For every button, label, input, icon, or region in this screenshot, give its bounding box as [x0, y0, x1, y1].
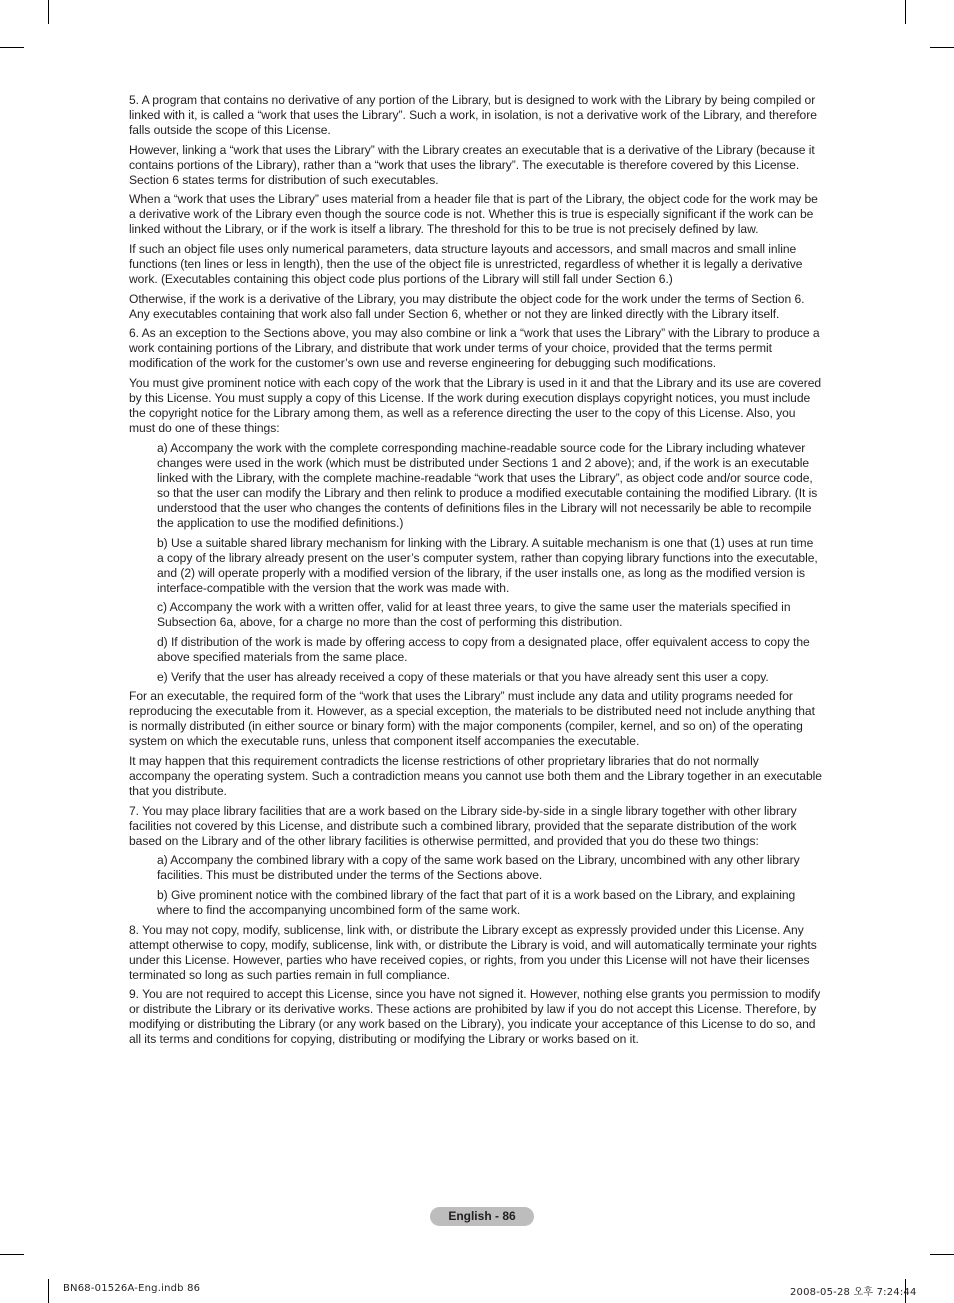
crop-mark [930, 47, 954, 48]
license-subclause: c) Accompany the work with a written offer, valid for at least three years, to give the same user the materials specified in Subsection 6a, above, for a charge no more than the cost of performing this distribution. [157, 600, 791, 630]
license-paragraph: For an executable, the required form of the “work that uses the Library” must include any data and utility programs needed for reproducing the executable from it. However, as a special exception, the materials to be distributed need not include anything that is normally distributed (in either source or binary form) with the major components (compiler, kernel, and so on) of the operating system on which the executable runs, unless that component itself accompanies the executable. [129, 689, 815, 749]
license-paragraph: It may happen that this requirement contradicts the license restrictions of other proprietary libraries that do not normally accompany the operating system. Such a contradiction means you cannot use both them and the Library together in an executable that you distribute. [129, 753, 822, 798]
license-subclause: a) Accompany the work with the complete corresponding machine-readable source code for the Library including whatever changes were used in the work (which must be distributed under Sections 1 and 2 above); and, if the work is an executable linked with the Library, with the complete machine-readable “work that uses the Library”, as object code and/or source code, so that the user can modify the Library and then relink to produce a modified executable containing the modified Library. (It is understood that the user who changes the contents of definitions files in the Library will not necessarily be able to recompile the application to use the modified definitions.) [157, 440, 818, 530]
license-paragraph: If such an object file uses only numerical parameters, data structure layouts and accessors, and small macros and small inline functions (ten lines or less in length), then the use of the object file is unrestricted, regardless of whether it is legally a derivative work. (Executables containing this object code plus portions of the Library will still fall under Section 6.) [129, 242, 803, 287]
crop-mark [905, 0, 906, 24]
crop-mark [0, 47, 24, 48]
license-paragraph: However, linking a “work that uses the Library” with the Library creates an executable that is a derivative of the Library (because it contains portions of the Library), rather than a “work that uses the library”. The executable is therefore covered by this License. Section 6 states terms for distribution of such executables. [129, 142, 815, 187]
license-subclause: b) Give prominent notice with the combined library of the fact that part of it is a work based on the Library, and explaining where to find the accompanying uncombined form of the same work. [157, 888, 796, 917]
crop-mark [930, 1254, 954, 1255]
license-subclause: a) Accompany the combined library with a copy of the same work based on the Library, uncombined with any other library facilities. This must be distributed under the terms of the Sections above. [157, 853, 800, 883]
license-paragraph: You must give prominent notice with each copy of the work that the Library is used in it and that the Library and its use are covered by this License. You must supply a copy of this License. If the work during execution displays copyright notices, you must include the copyright notice for the Library among them, as well as a reference directing the user to the copy of this License. Also, you must do one of these things: [129, 376, 822, 436]
license-subclause: b) Use a suitable shared library mechanism for linking with the Library. A suitable mechanism is one that (1) uses at run time a copy of the library already present on the user’s computer system, rather than copying library functions into the executable, and (2) will operate properly with a modified version of the library, if the user installs one, as long as the modified version is interface-compatible with the version that the work was made with. [157, 535, 818, 595]
license-paragraph: 6. As an exception to the Sections above, you may also combine or link a “work that uses the Library” with the Library to produce a work containing portions of the Library, and distribute that work under terms of your choice, provided that the terms permit modification of the work for the customer’s own use and reverse engineering for debugging such modifications. [129, 326, 820, 371]
license-paragraph: 9. You are not required to accept this License, since you have not signed it. However, nothing else grants you permission to modify or distribute the Library or its derivative works. These actions are prohibited by law if you do not accept this License. Therefore, by modifying or distributing the Library (or any work based on the Library), you indicate your acceptance of this License to do so, and all its terms and conditions for copying, distributing or modifying the Library or works based on it. [129, 987, 821, 1047]
print-file-name: BN68-01526A-Eng.indb 86 [63, 1283, 201, 1294]
license-paragraph: 7. You may place library facilities that are a work based on the Library side-by-side in a single library together with other library facilities not covered by this License, and distribute such a combined library, provided that the separate distribution of the work based on the Library and of the other library facilities is otherwise permitted, and provided that you do these two things: [129, 803, 797, 848]
license-paragraph: 8. You may not copy, modify, sublicense, link with, or distribute the Library except as expressly provided under this License. Any attempt otherwise to copy, modify, sublicense, link with, or distribute the Library is void, and will automatically terminate your rights under this License. However, parties who have received copies, or rights, from you under this License will not have their licenses terminated so long as such parties remain in full compliance. [129, 922, 817, 982]
license-subclause: e) Verify that the user has already received a copy of these materials or that you have already sent this user a copy. [157, 669, 769, 684]
license-subclause: d) If distribution of the work is made by offering access to copy from a designated place, offer equivalent access to copy the above specified materials from the same place. [157, 634, 810, 664]
license-text-body [129, 93, 823, 1052]
print-timestamp: 2008-05-28 오후 7:24:44 [790, 1287, 917, 1298]
crop-mark [48, 0, 49, 24]
license-paragraph: 5. A program that contains no derivative of any portion of the Library, but is designed to work with the Library by being compiled or linked with it, is called a “work that uses the Library”. Such a work, in isolation, is not a derivative work of the Library, and therefore falls outside the scope of this License. [129, 93, 817, 137]
license-paragraph: When a “work that uses the Library” uses material from a header file that is part of the Library, the object code for the work may be a derivative work of the Library even though the source code is not. Whether this is true is especially significant if the work can be linked without the Library, or if the work is itself a library. The threshold for this to be true is not precisely defined by law. [129, 192, 818, 237]
page-number-badge: English - 86 [430, 1207, 534, 1226]
license-paragraph: Otherwise, if the work is a derivative of the Library, you may distribute the object code for the work under the terms of Section 6. Any executables containing that work also fall under Section 6, whether or not they are linked directly with the Library itself. [129, 291, 805, 321]
crop-mark [48, 1279, 49, 1303]
crop-mark [0, 1254, 24, 1255]
